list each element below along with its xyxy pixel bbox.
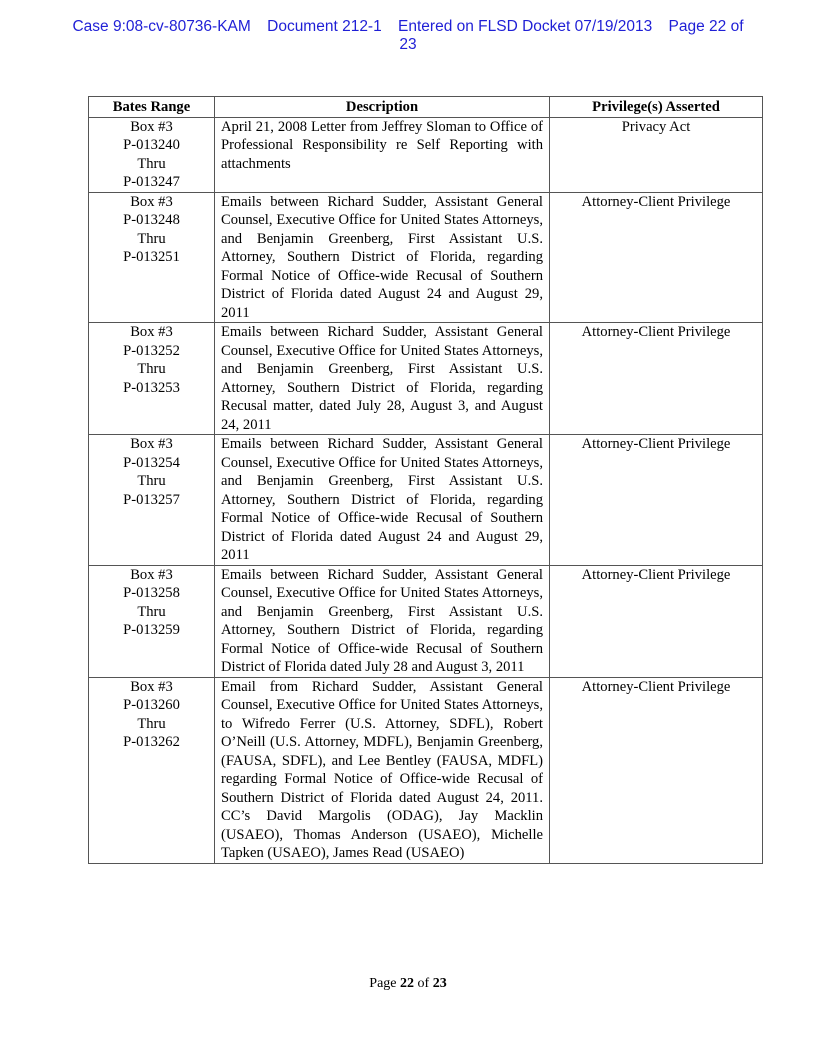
thru-label: Thru bbox=[137, 603, 166, 620]
box-label: Box #3 bbox=[130, 118, 173, 135]
description-cell: Email from Richard Sudder, Assistant General Counsel, Executive Office for United States Attorneys, to Wifredo Ferrer (U.S. Attorney, SDFL), Robert O’Neill (U.S. Attorney, MDFL), Benjamin Greenberg, (FAUSA, SDFL), and Lee Bentley (FAUSA, MDFL) regarding Formal Notice of Office-wide Recusal of Southern District of Florida dated August 24, 2011. CC’s David Margolis (ODAG), Jay Macklin (USAEO), Thomas Anderson (USAEO), Michelle Tapken (USAEO), James Read (USAEO) bbox=[215, 677, 550, 863]
table-row bbox=[89, 323, 763, 435]
box-label: Box #3 bbox=[130, 678, 173, 695]
footer-page-of: of bbox=[417, 976, 430, 991]
document-number: Document 212-1 bbox=[267, 18, 382, 35]
bates-range-cell bbox=[89, 677, 215, 863]
page-footer bbox=[0, 976, 816, 992]
bates-start: P-013240 bbox=[123, 137, 180, 153]
table-row bbox=[89, 565, 763, 677]
column-header-description: Description bbox=[215, 97, 550, 118]
description-cell: Emails between Richard Sudder, Assistant General Counsel, Executive Office for United States Attorneys, and Benjamin Greenberg, First Assistant U.S. Attorney, Southern District of Florida, regarding Recusal matter, dated July 28, August 3, and August 24, 2011 bbox=[215, 323, 550, 435]
thru-label: Thru bbox=[137, 230, 166, 247]
privilege-cell: Attorney-Client Privilege bbox=[550, 677, 763, 863]
docket-page: Page 22 of bbox=[668, 18, 744, 35]
box-label: Box #3 bbox=[130, 193, 173, 210]
thru-label: Thru bbox=[137, 155, 166, 172]
privilege-cell: Attorney-Client Privilege bbox=[550, 323, 763, 435]
bates-range-cell bbox=[89, 117, 215, 192]
bates-end: P-013262 bbox=[123, 734, 180, 750]
bates-end: P-013257 bbox=[123, 491, 180, 508]
thru-label: Thru bbox=[137, 473, 166, 489]
bates-end: P-013247 bbox=[123, 174, 180, 190]
privilege-cell: Attorney-Client Privilege bbox=[550, 435, 763, 566]
bates-end: P-013251 bbox=[123, 249, 180, 265]
thru-label: Thru bbox=[137, 715, 166, 732]
description-cell: April 21, 2008 Letter from Jeffrey Sloman to Office of Professional Responsibility re Self Reporting with attachments bbox=[215, 117, 550, 192]
table-row bbox=[89, 192, 763, 323]
box-label: Box #3 bbox=[130, 436, 173, 452]
docket-page-total: 23 bbox=[399, 36, 417, 53]
bates-range-cell bbox=[89, 435, 215, 566]
bates-start: P-013248 bbox=[123, 212, 180, 228]
description-cell: Emails between Richard Sudder, Assistant General Counsel, Executive Office for United States Attorneys, and Benjamin Greenberg, First Assistant U.S. Attorney, Southern District of Florida, regarding Formal Notice of Office-wide Recusal of Southern District of Florida dated August 24 and August 29, 2011 bbox=[215, 435, 550, 566]
bates-start: P-013258 bbox=[123, 585, 180, 601]
bates-start: P-013252 bbox=[123, 342, 180, 359]
privilege-cell: Attorney-Client Privilege bbox=[550, 192, 763, 323]
bates-range-cell bbox=[89, 323, 215, 435]
case-number: Case 9:08-cv-80736-KAM bbox=[72, 18, 251, 35]
bates-start: P-013254 bbox=[123, 454, 180, 471]
table-header-row bbox=[89, 97, 763, 118]
footer-page-total: 23 bbox=[432, 976, 447, 991]
privilege-cell: Privacy Act bbox=[550, 117, 763, 192]
footer-page-prefix: Page bbox=[369, 976, 397, 991]
bates-start: P-013260 bbox=[123, 697, 180, 713]
description-cell: Emails between Richard Sudder, Assistant General Counsel, Executive Office for United States Attorneys, and Benjamin Greenberg, First Assistant U.S. Attorney, Southern District of Florida, regarding Formal Notice of Office-wide Recusal of Southern District of Florida dated August 24 and August 29, 2011 bbox=[215, 192, 550, 323]
bates-end: P-013253 bbox=[123, 379, 180, 396]
footer-page-current: 22 bbox=[400, 976, 415, 991]
box-label: Box #3 bbox=[130, 566, 173, 583]
privilege-log-table bbox=[88, 96, 763, 864]
bates-range-cell bbox=[89, 565, 215, 677]
table-row bbox=[89, 435, 763, 566]
column-header-privilege: Privilege(s) Asserted bbox=[550, 97, 763, 118]
docket-header bbox=[40, 18, 776, 54]
privilege-cell: Attorney-Client Privilege bbox=[550, 565, 763, 677]
table-row bbox=[89, 677, 763, 863]
thru-label: Thru bbox=[137, 361, 166, 377]
box-label: Box #3 bbox=[130, 324, 173, 340]
description-cell: Emails between Richard Sudder, Assistant General Counsel, Executive Office for United States Attorneys, and Benjamin Greenberg, First Assistant U.S. Attorney, Southern District of Florida, regarding Formal Notice of Office-wide Recusal of Southern District of Florida dated July 28 and August 3, 2011 bbox=[215, 565, 550, 677]
entered-stamp: Entered on FLSD Docket 07/19/2013 bbox=[398, 18, 653, 35]
table-row bbox=[89, 117, 763, 192]
bates-end: P-013259 bbox=[123, 622, 180, 638]
bates-range-cell bbox=[89, 192, 215, 323]
column-header-bates: Bates Range bbox=[89, 97, 215, 118]
